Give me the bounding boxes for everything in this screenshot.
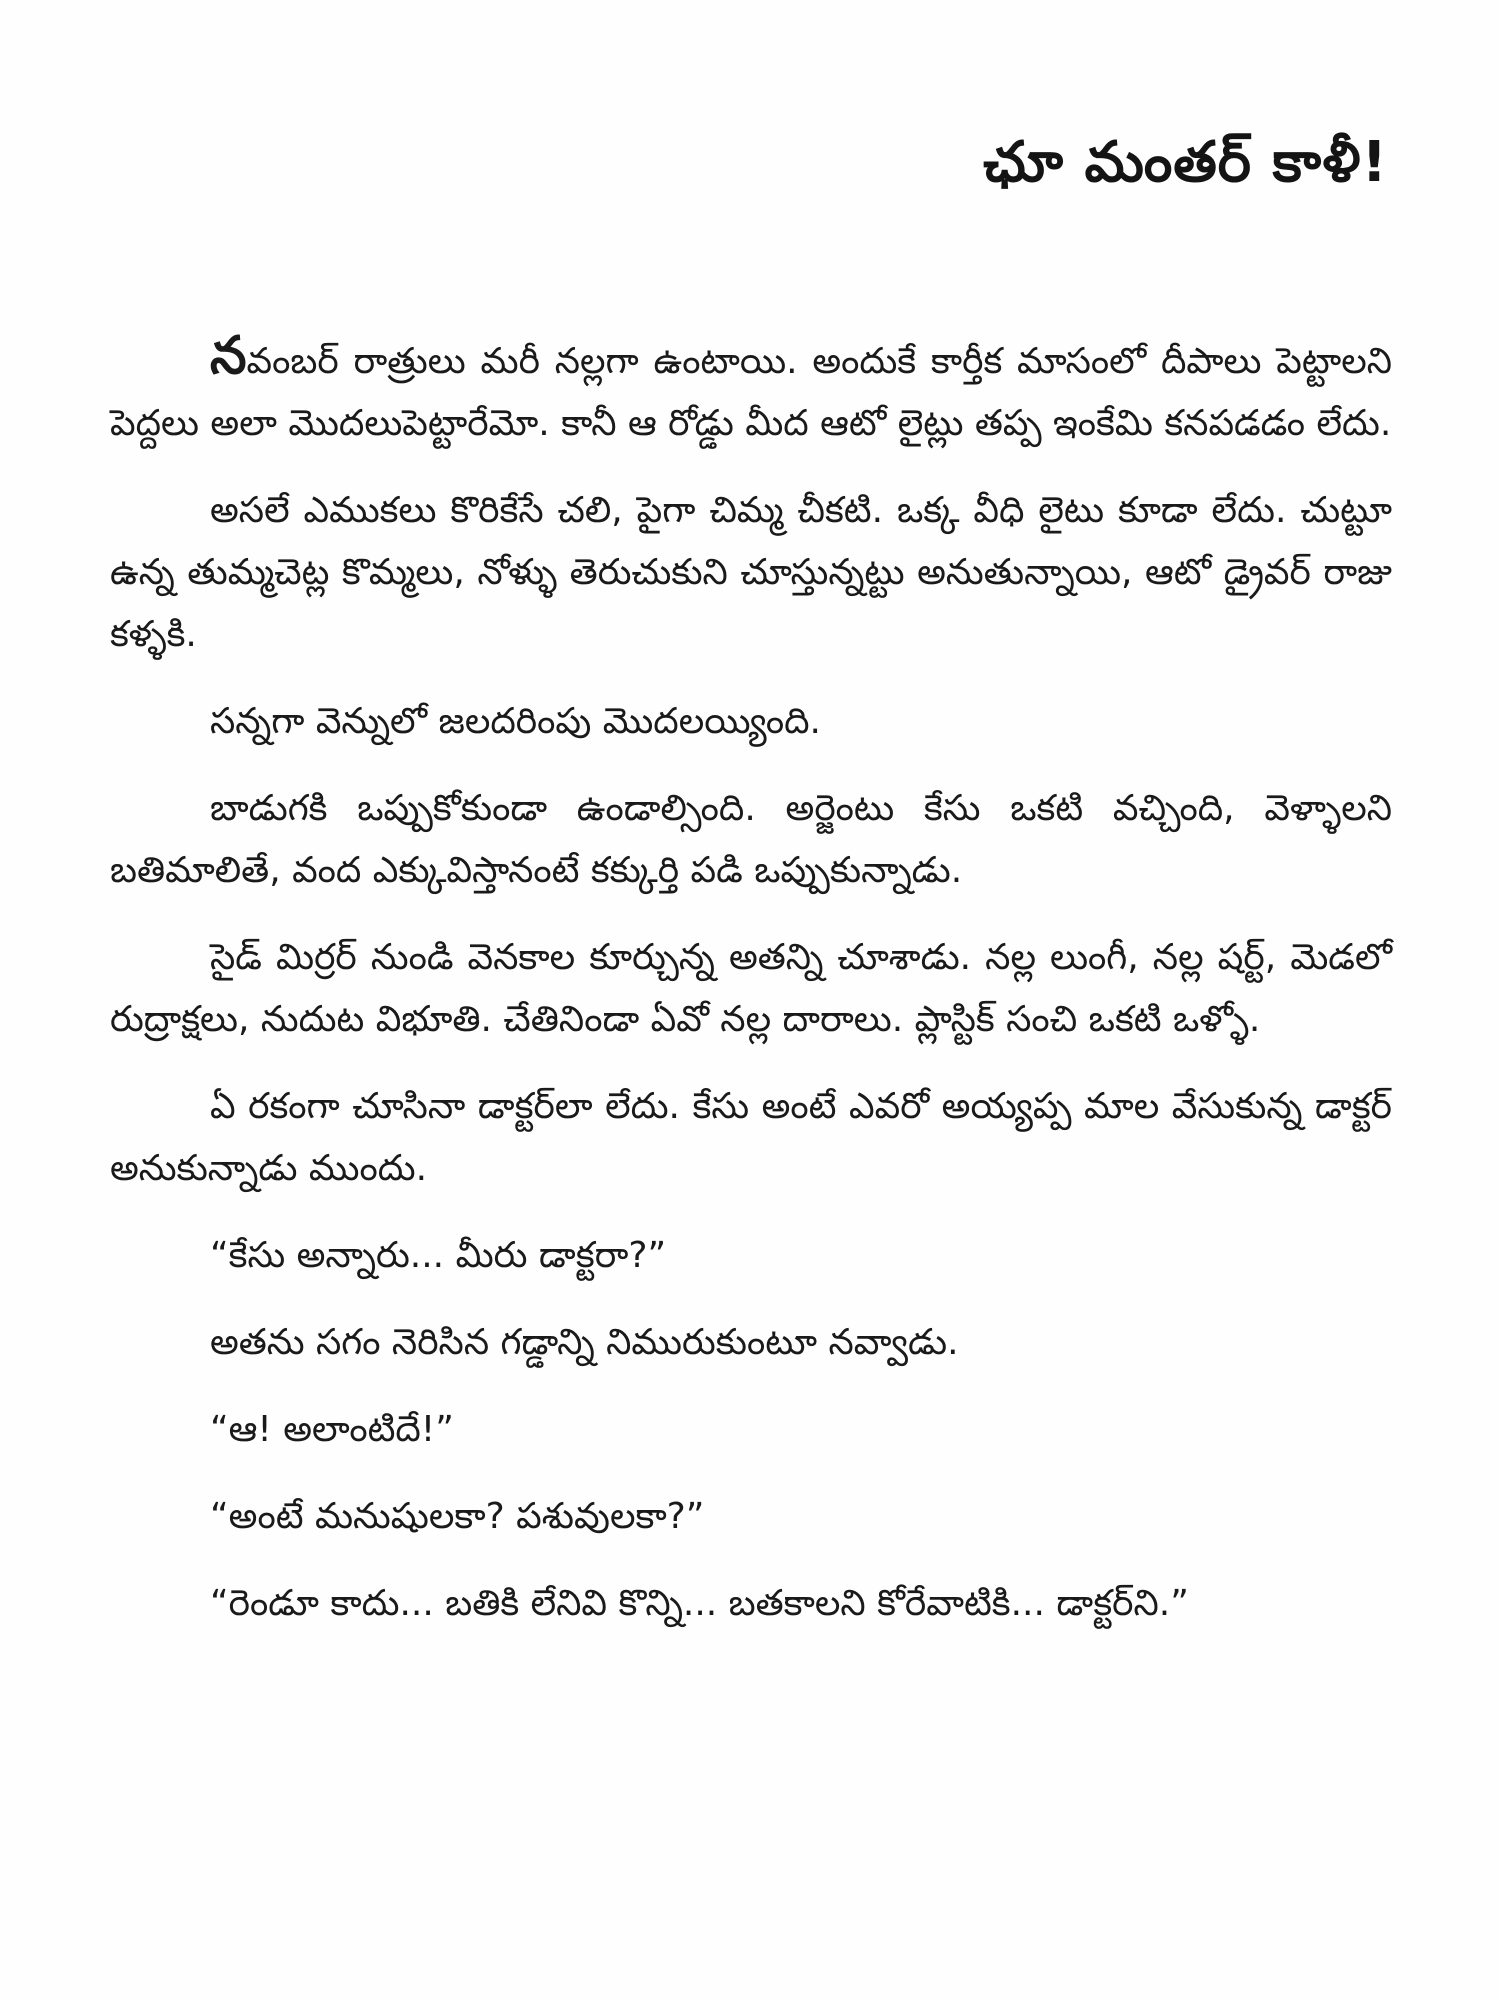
paragraph-8: అతను సగం నెరిసిన గడ్డాన్ని నిమురుకుంటూ నవ్వాడు. [210, 1322, 959, 1363]
paragraph-3: సన్నగా వెన్నులో జలదరింపు మొదలయ్యింది. [210, 701, 821, 742]
paragraph-1 [110, 326, 1392, 455]
drop-cap-letter: న [210, 326, 247, 386]
dialogue-4: “రెండూ కాదు... బతికి లేనివి కొన్ని... బతకాలని కోరేవాటికి... డాక్టర్‌ని.” [210, 1583, 1189, 1624]
chapter-title: ఛూ మంతర్ కాళీ! [983, 130, 1388, 195]
dialogue-1: “కేసు అన్నారు... మీరు డాక్టరా?” [210, 1235, 667, 1276]
dialogue-3: “అంటే మనుషులకా? పశువులకా?” [210, 1496, 705, 1537]
story-body [110, 326, 1392, 1660]
paragraph-5: సైడ్ మిర్రర్ నుండి వెనకాల కూర్చున్న అతన్ని చూశాడు. నల్ల లుంగీ, నల్ల షర్ట్, మెడలో రుద్రాక్షలు, నుదుట విభూతి. చేతినిండా ఏవో నల్ల దారాలు. ప్లాస్టిక్ సంచి ఒకటి ఒళ్ళో. [110, 937, 1392, 1040]
paragraph-1-text: వంబర్ రాత్రులు మరీ నల్లగా ఉంటాయి. అందుకే కార్తీక మాసంలో దీపాలు పెట్టాలని పెద్దలు అలా మొదలుపెట్టారేమో. కానీ ఆ రోడ్డు మీద ఆటో లైట్లు తప్ప ఇంకేమి కనపడడం లేదు. [110, 341, 1392, 444]
paragraph-2: అసలే ఎముకలు కొరికేసే చలి, పైగా చిమ్మ చీకటి. ఒక్క వీధి లైటు కూడా లేదు. చుట్టూ ఉన్న తుమ్మచెట్ల కొమ్మలు, నోళ్ళు తెరుచుకుని చూస్తున్నట్టు అనుతున్నాయి, ఆటో డ్రైవర్ రాజు కళ్ళకి. [110, 490, 1392, 655]
dialogue-2: “ఆ! అలాంటిదే!” [210, 1409, 454, 1450]
paragraph-4: బాడుగకి ఒప్పుకోకుండా ఉండాల్సింది. అర్జెంటు కేసు ఒకటి వచ్చింది, వెళ్ళాలని బతిమాలితే, వంద ఎక్కువిస్తానంటే కక్కుర్తి పడి ఒప్పుకున్నాడు. [110, 788, 1392, 891]
paragraph-6: ఏ రకంగా చూసినా డాక్టర్‌లా లేదు. కేసు అంటే ఎవరో అయ్యప్ప మాల వేసుకున్న డాక్టర్ అనుకున్నాడు ముందు. [110, 1086, 1392, 1189]
